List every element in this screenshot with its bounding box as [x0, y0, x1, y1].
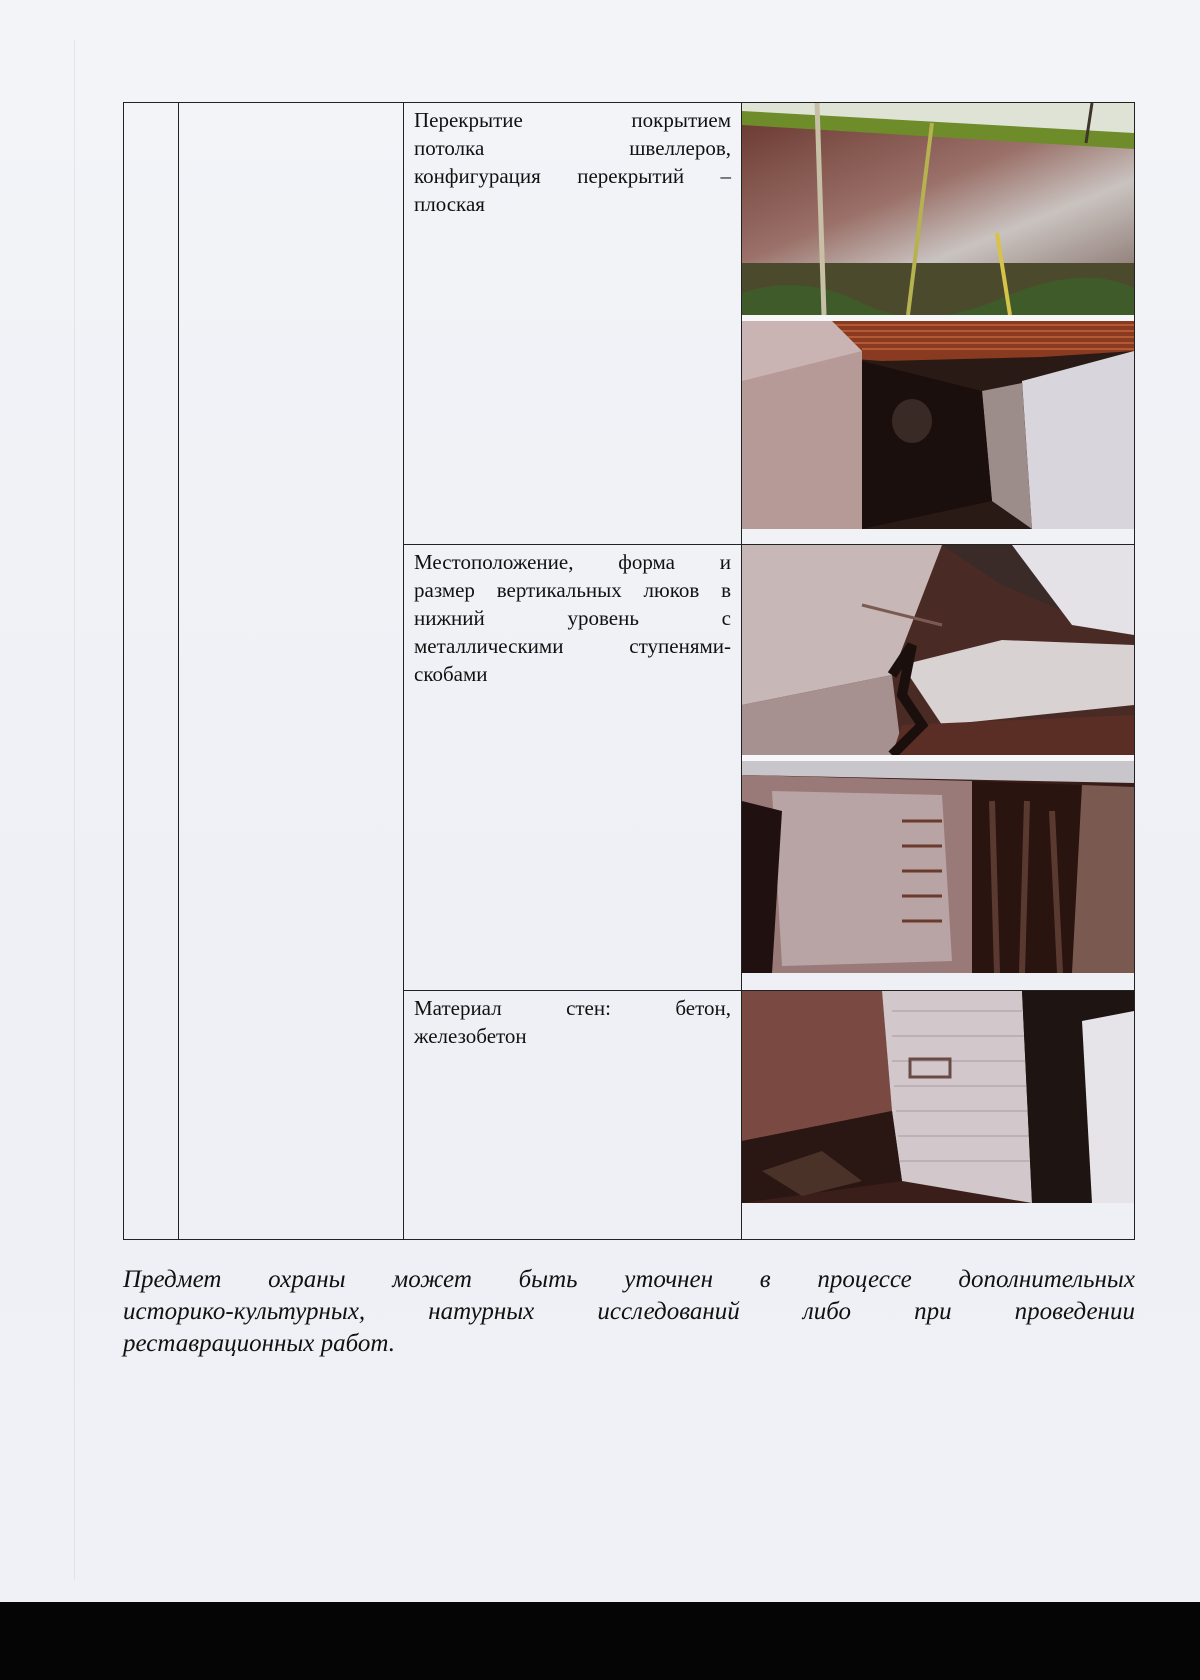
text-line: плоская — [414, 192, 485, 216]
protection-subject-table — [123, 102, 1135, 1240]
text-line: Перекрытие покрытием — [414, 108, 731, 132]
scan-artifact-line — [74, 40, 75, 1580]
photo-cell — [742, 103, 1135, 545]
concrete-wall-interior-photo — [742, 991, 1134, 1203]
text-line: Материал стен: бетон, — [414, 996, 731, 1021]
row-description — [404, 991, 741, 1050]
photo-cell — [742, 545, 1135, 991]
category-cell — [179, 103, 404, 1240]
description-cell — [404, 103, 742, 545]
text-line: конфигурация перекрытий – — [414, 164, 731, 188]
collapsed-hatch-photo — [742, 545, 1134, 761]
text-line: Местоположение, форма и — [414, 550, 731, 575]
text-line: железобетон — [414, 1024, 527, 1049]
text-line: металлическими ступенями- — [414, 634, 731, 659]
row-description — [404, 103, 741, 218]
note-line: реставрационных работ. — [123, 1330, 396, 1357]
note-line: историко-культурных, натурных исследований либо при проведении — [123, 1298, 1135, 1325]
description-cell — [404, 545, 742, 991]
table-row — [124, 103, 1135, 545]
row-description — [404, 545, 741, 688]
text-line: скобами — [414, 662, 488, 687]
hatch-ladder-rungs-photo — [742, 761, 1134, 973]
note-line: Предмет охраны может быть уточнен в процессе дополнительных — [123, 1266, 1135, 1293]
corridor-channel-ceiling-photo — [742, 321, 1134, 529]
scan-border-bar — [0, 1602, 1200, 1680]
text-line: потолка швеллеров, — [414, 136, 731, 160]
text-line: размер вертикальных люков в — [414, 578, 731, 603]
concrete-wall-forest-photo — [742, 103, 1134, 321]
protection-note — [123, 1264, 1135, 1360]
number-cell — [124, 103, 179, 1240]
text-line: нижний уровень с — [414, 606, 731, 631]
description-cell — [404, 991, 742, 1240]
photo-cell — [742, 991, 1135, 1240]
